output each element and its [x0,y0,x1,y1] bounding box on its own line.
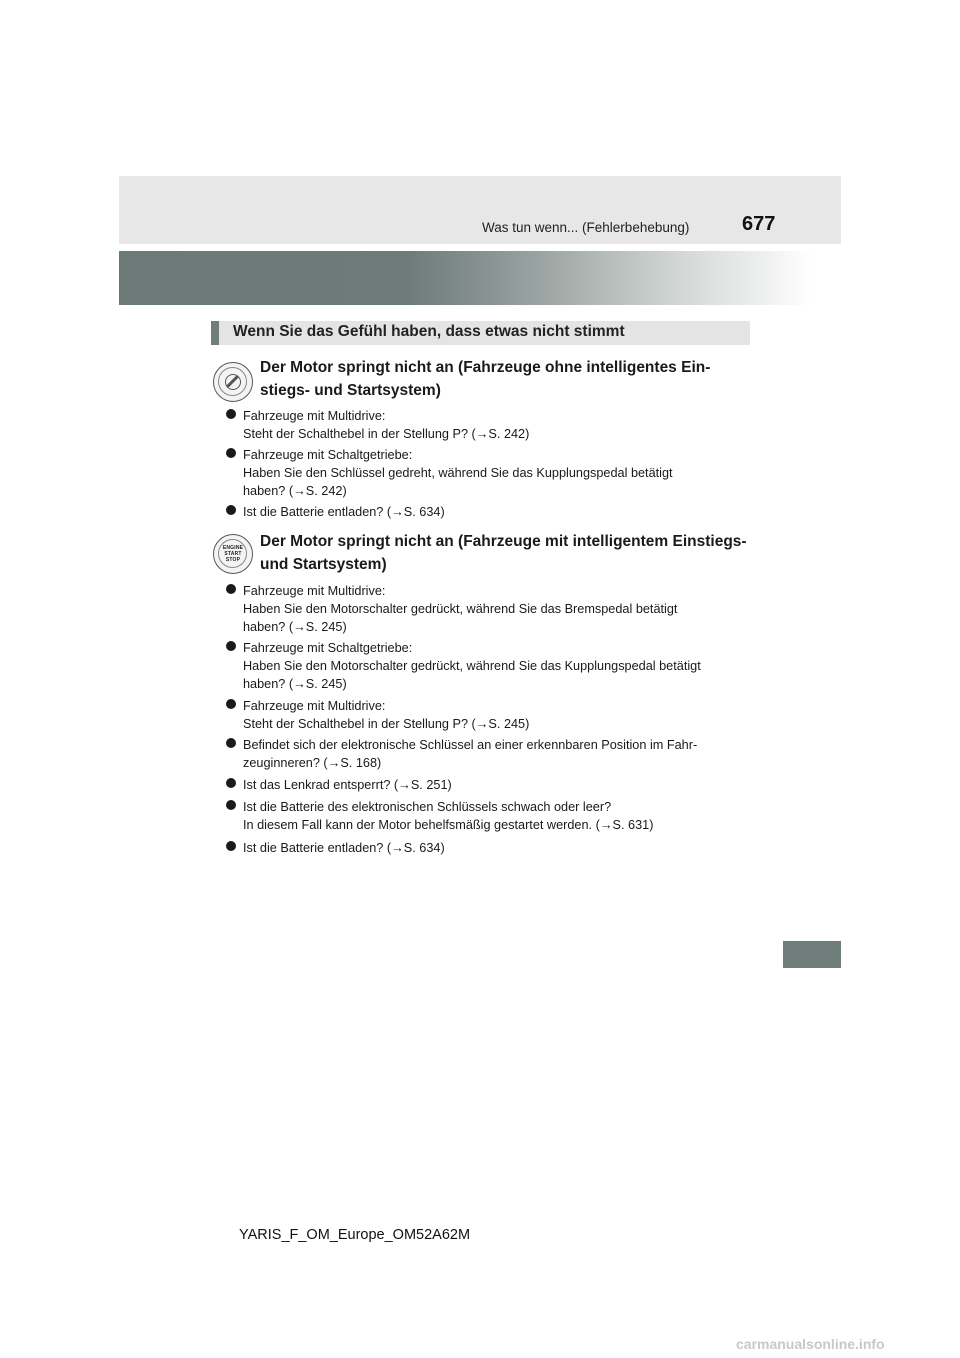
list-item-line: In diesem Fall kann der Motor behelfsmäßig gestartet werden. (→S. 631) [243,818,654,832]
ignition-key-icon [213,362,253,402]
document-code: YARIS_F_OM_Europe_OM52A62M [239,1227,471,1243]
list-item-line: Steht der Schalthebel in der Stellung P? (→S. 245) [243,717,530,731]
list-item [226,407,746,443]
list-item [226,736,746,772]
list-item [226,639,746,693]
header-bar [119,176,841,244]
list-item-line: Ist die Batterie des elektronischen Schlüssels schwach oder leer? [243,800,612,814]
engine-start-stop-icon [213,534,253,574]
list-item-line: Ist die Batterie entladen? (→S. 634) [243,841,445,855]
list-item-line: Ist die Batterie entladen? (→S. 634) [243,505,445,519]
bullet-icon [226,699,236,709]
list-item [226,582,746,636]
list-item-line: Ist das Lenkrad entsperrt? (→S. 251) [243,778,452,792]
bullet-icon [226,800,236,810]
subsection-2-heading [260,530,749,576]
list-item-line: haben? (→S. 245) [243,620,347,634]
list-item-line: Befindet sich der elektronische Schlüssel an einer erkennbaren Position im Fahr- [243,738,698,752]
chapter-banner [119,251,841,305]
watermark: carmanualsonline.info [736,1336,885,1352]
bullet-icon [226,841,236,851]
list-item-line: zeuginneren? (→S. 168) [243,756,382,770]
list-item [226,839,746,857]
list-item-line: Haben Sie den Schlüssel gedreht, während Sie das Kupplungspedal betätigt [243,466,673,480]
list-item-line: Haben Sie den Motorschalter gedrückt, während Sie das Bremspedal betätigt [243,602,678,616]
list-item-line: Haben Sie den Motorschalter gedrückt, während Sie das Kupplungspedal betätigt [243,659,701,673]
page-number: 677 [742,213,776,235]
subsection-1-heading [260,356,749,402]
key-slot-icon [225,374,241,390]
bullet-icon [226,738,236,748]
bullet-icon [226,409,236,419]
bullet-icon [226,641,236,651]
subsection-1-heading-line-1: Der Motor springt nicht an (Fahrzeuge ohne intelligentes Ein- [260,359,711,376]
list-item [226,697,746,733]
list-item-line: Fahrzeuge mit Schaltgetriebe: [243,448,413,462]
bullet-icon [226,778,236,788]
list-item [226,446,746,500]
subsection-2-heading-line-1: Der Motor springt nicht an (Fahrzeuge mit intelligentem Einstiegs- [260,533,747,550]
bullet-icon [226,448,236,458]
list-item [226,776,746,794]
section-title: Wenn Sie das Gefühl haben, dass etwas nicht stimmt [233,323,625,340]
list-item-line: Fahrzeuge mit Multidrive: [243,584,386,598]
list-item [226,503,746,521]
list-item-line: Fahrzeuge mit Multidrive: [243,699,386,713]
header-section-title: Was tun wenn... (Fehlerbehebung) [482,220,690,235]
chapter-side-tab [783,941,841,968]
engine-start-stop-label: ENGINE START STOP [222,545,244,563]
list-item-line: haben? (→S. 242) [243,484,347,498]
list-item-line: Steht der Schalthebel in der Stellung P? (→S. 242) [243,427,530,441]
bullet-icon [226,505,236,515]
subsection-2-heading-line-2: und Startsystem) [260,556,387,573]
list-item-line: haben? (→S. 245) [243,677,347,691]
bullet-icon [226,584,236,594]
subsection-1-heading-line-2: stiegs- und Startsystem) [260,382,441,399]
list-item-line: Fahrzeuge mit Schaltgetriebe: [243,641,413,655]
section-bar [211,321,750,345]
list-item-line: Fahrzeuge mit Multidrive: [243,409,386,423]
list-item [226,798,746,834]
